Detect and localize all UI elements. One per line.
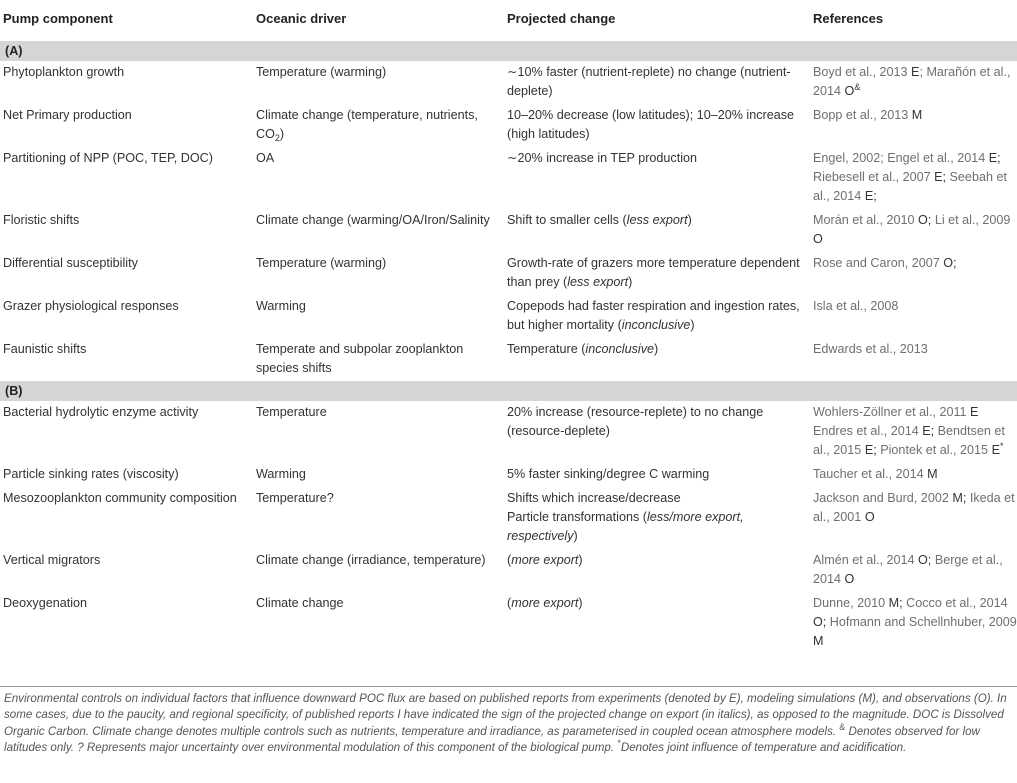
cell-component: Differential susceptibility xyxy=(3,256,138,270)
reference-text: Rose and Caron, 2007 xyxy=(813,256,940,270)
change-italic: inconclusive xyxy=(621,318,691,332)
cell-references xyxy=(810,487,1017,549)
cell-component: Particle sinking rates (viscosity) xyxy=(3,467,179,481)
header-pump-component: Pump component xyxy=(3,11,113,26)
header-references: References xyxy=(813,11,884,26)
reference-text: Dunne, 2010 xyxy=(813,596,886,610)
reference-text: Taucher et al., 2014 xyxy=(813,467,924,481)
cell-driver: Climate change xyxy=(256,596,344,610)
reference-text: Bendtsen et al., 2015 xyxy=(813,424,1005,457)
reference-text: Wohlers-Zöllner et al., 2011 xyxy=(813,405,967,419)
change-text: ( xyxy=(507,596,512,610)
reference-text: Ikeda et al., 2001 xyxy=(813,491,1015,524)
reference-text: Engel et al., 2014 xyxy=(887,151,986,165)
table-row xyxy=(0,147,1017,209)
section-label: (B) xyxy=(0,381,1017,401)
reference-text: Isla et al., 2008 xyxy=(813,299,899,313)
cell-references xyxy=(810,295,1017,338)
cell-references: Boyd et al., 2013 E; Marañón et al., 2014 O& xyxy=(813,65,1011,98)
cell-component: Partitioning of NPP (POC, TEP, DOC) xyxy=(3,151,213,165)
change-text-end: ) xyxy=(690,318,695,332)
reference-tag: O; xyxy=(813,615,827,629)
data-table xyxy=(0,4,1017,654)
table-row xyxy=(0,549,1017,592)
footnote-ampersand: & xyxy=(839,721,846,732)
reference-text: Engel, 2002; xyxy=(813,151,884,165)
driver-text-end: ) xyxy=(279,127,285,141)
cell-component: Phytoplankton growth xyxy=(3,65,125,79)
reference-tag: E; xyxy=(922,424,935,438)
reference-text: Li et al., 2009 xyxy=(934,213,1011,227)
cell-component: Mesozooplankton community composition xyxy=(3,491,237,505)
cell-driver: Warming xyxy=(256,299,306,313)
cell-driver: Climate change (warming/OA/Iron/Salinity xyxy=(256,213,490,227)
cell-references xyxy=(810,463,1017,487)
cell-driver xyxy=(253,104,504,147)
change-text: Particle transformations ( xyxy=(507,510,647,524)
table-row xyxy=(0,401,1017,463)
reference-text: Riebesell et al., 2007 xyxy=(813,170,931,184)
reference-tag: O; xyxy=(918,553,932,567)
reference-text: Marañón et al., 2014 xyxy=(813,65,1011,98)
reference-tag: M xyxy=(911,108,923,122)
change-italic: more export xyxy=(511,553,579,567)
driver-subscript: 2 xyxy=(274,133,280,143)
footnote-asterisk: * xyxy=(617,738,621,749)
reference-tag: O xyxy=(844,84,855,98)
cell-change xyxy=(504,295,810,338)
cell-driver: Warming xyxy=(256,467,306,481)
table-header-row xyxy=(0,4,1017,41)
cell-references xyxy=(810,401,1017,463)
reference-text: Almén et al., 2014 xyxy=(813,553,915,567)
cell-change xyxy=(504,209,810,252)
footnote-text: Denotes joint influence of temperature and acidification. xyxy=(620,741,907,755)
cell-component: Faunistic shifts xyxy=(3,342,87,356)
reference-superscript: * xyxy=(999,441,1004,451)
reference-text: Cocco et al., 2014 xyxy=(906,596,1008,610)
reference-text: Boyd et al., 2013 xyxy=(813,65,908,79)
table-row xyxy=(0,209,1017,252)
reference-tag: M; xyxy=(888,596,903,610)
cell-change xyxy=(504,549,810,592)
change-line: Shifts which increase/decrease xyxy=(507,491,681,505)
cell-references xyxy=(810,338,1017,381)
cell-change xyxy=(504,252,810,295)
reference-tag: O xyxy=(813,232,823,246)
reference-tag: O xyxy=(864,510,875,524)
cell-references xyxy=(810,104,1017,147)
change-text: ( xyxy=(507,553,512,567)
section-row xyxy=(0,41,1017,61)
reference-tag: O; xyxy=(943,256,957,270)
reference-tag: E xyxy=(911,65,920,79)
table-row xyxy=(0,104,1017,147)
change-text-end: ) xyxy=(578,596,583,610)
change-text: Growth-rate of grazers more temperature dependent than prey ( xyxy=(507,256,800,289)
reference-tag: E xyxy=(970,405,979,419)
change-text-end: ) xyxy=(687,213,692,227)
reference-text: Morán et al., 2010 xyxy=(813,213,915,227)
change-italic: more export xyxy=(511,596,579,610)
change-text: Copepods had faster respiration and ingestion rates, but higher mortality ( xyxy=(507,299,800,332)
table-row xyxy=(0,61,1017,104)
table-row xyxy=(0,338,1017,381)
reference-tag: E; xyxy=(864,443,877,457)
cell-references xyxy=(810,209,1017,252)
cell-references xyxy=(810,549,1017,592)
cell-change: ∼10% faster (nutrient-replete) no change (nutrient-deplete) xyxy=(507,65,791,98)
cell-references xyxy=(810,147,1017,209)
table-row xyxy=(0,295,1017,338)
table-bottom-rule xyxy=(0,686,1017,687)
change-text: Shift to smaller cells ( xyxy=(507,213,627,227)
change-text-end: ) xyxy=(654,342,659,356)
cell-driver: Temperature (warming) xyxy=(256,256,387,270)
cell-driver: Temperate and subpolar zooplankton species shifts xyxy=(256,342,464,375)
change-text-end: ) xyxy=(573,529,578,543)
reference-tag: O xyxy=(844,572,855,586)
reference-text: Edwards et al., 2013 xyxy=(813,342,928,356)
change-italic: less export xyxy=(626,213,688,227)
header-oceanic-driver: Oceanic driver xyxy=(256,11,347,26)
reference-text: Hofmann and Schellnhuber, 2009 xyxy=(829,615,1017,629)
cell-change: ∼20% increase in TEP production xyxy=(507,151,698,165)
cell-component: Deoxygenation xyxy=(3,596,88,610)
cell-change xyxy=(504,592,810,654)
cell-change xyxy=(504,338,810,381)
section-label: (A) xyxy=(0,41,1017,61)
cell-driver: Temperature? xyxy=(256,491,334,505)
reference-tag: O; xyxy=(918,213,932,227)
cell-change: 10–20% decrease (low latitudes); 10–20% increase (high latitudes) xyxy=(507,108,795,141)
change-text-end: ) xyxy=(578,553,583,567)
cell-driver: Climate change (irradiance, temperature) xyxy=(256,553,486,567)
cell-component: Net Primary production xyxy=(3,108,132,122)
reference-tag: E; xyxy=(988,151,1001,165)
reference-tag: M xyxy=(813,634,824,648)
reference-text: Seebah et al., 2014 xyxy=(813,170,1007,203)
footnote-text: Denotes observed for low latitudes only. ? Represents major uncertainty over environmental modulation of this component of the biological pump. xyxy=(4,724,980,755)
table-row xyxy=(0,463,1017,487)
table-row xyxy=(0,487,1017,549)
table-footnote xyxy=(4,691,1014,757)
header-projected-change: Projected change xyxy=(507,11,616,26)
reference-tag: M; xyxy=(952,491,967,505)
cell-component: Vertical migrators xyxy=(3,553,101,567)
cell-component: Bacterial hydrolytic enzyme activity xyxy=(3,405,199,419)
reference-text: Piontek et al., 2015 xyxy=(880,443,989,457)
cell-change: 20% increase (resource-replete) to no change (resource-deplete) xyxy=(507,405,764,438)
change-text-end: ) xyxy=(628,275,633,289)
reference-text: Berge et al., 2014 xyxy=(813,553,1003,586)
driver-text: Climate change (temperature, nutrients, CO xyxy=(256,108,478,141)
cell-driver: Temperature xyxy=(256,405,327,419)
cell-change: 5% faster sinking/degree C warming xyxy=(507,467,710,481)
reference-text: Endres et al., 2014 xyxy=(813,424,919,438)
reference-tag: E; xyxy=(864,189,877,203)
cell-driver: Temperature (warming) xyxy=(256,65,387,79)
reference-text: Bopp et al., 2013 xyxy=(813,108,909,122)
reference-text: Jackson and Burd, 2002 xyxy=(813,491,949,505)
change-italic: less export xyxy=(567,275,629,289)
cell-references xyxy=(810,592,1017,654)
reference-tag: E; xyxy=(934,170,947,184)
cell-driver: OA xyxy=(256,151,275,165)
change-text: Temperature ( xyxy=(507,342,586,356)
table-row xyxy=(0,592,1017,654)
reference-superscript: & xyxy=(854,82,861,92)
section-row xyxy=(0,381,1017,401)
change-italic: inconclusive xyxy=(585,342,654,356)
cell-change xyxy=(504,487,810,549)
reference-tag: E xyxy=(991,443,1000,457)
cell-references xyxy=(810,252,1017,295)
footnote-text: Environmental controls on individual factors that influence downward POC flux are based on published reports from experiments (denoted by E), modeling simulations (M), and observations (O). In some cases, due to the paucity, and regional specificity, of published reports I have indicated the sign of the projected change on export (in italics), as opposed to the magnitude. DOC is Dissolved Organic Carbon. Climate change denotes multiple controls such as nutrients, temperature and irradiance, as parameterised in coupled ocean atmosphere models. xyxy=(4,692,1007,738)
change-italic: less/more export, respectively xyxy=(507,510,744,543)
cell-component: Grazer physiological responses xyxy=(3,299,179,313)
cell-component: Floristic shifts xyxy=(3,213,80,227)
table-row xyxy=(0,252,1017,295)
reference-tag: M xyxy=(927,467,938,481)
